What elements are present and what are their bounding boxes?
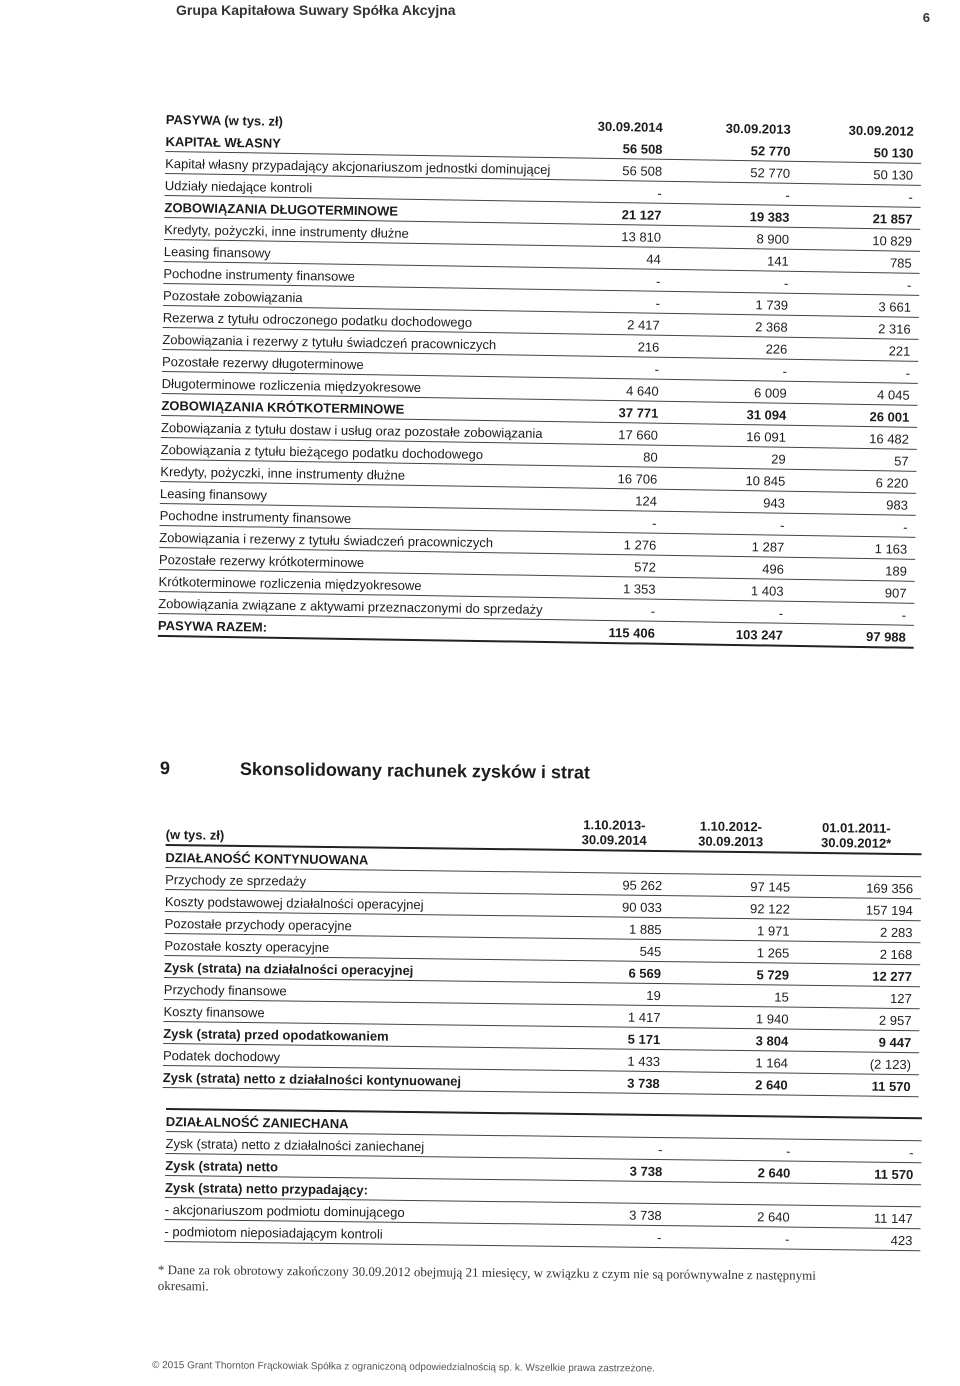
row-value: 16 706 bbox=[617, 471, 658, 487]
row-value: 1 940 bbox=[755, 1011, 789, 1027]
row-value: 124 bbox=[635, 493, 658, 509]
row-value: 1 403 bbox=[750, 583, 784, 599]
row-value: 4 045 bbox=[876, 387, 910, 403]
row-value: (2 123) bbox=[869, 1056, 912, 1073]
copyright: © 2015 Grant Thornton Frąckowiak Spółka z ograniczoną odpowiedzialnością sp. k. Wszelkie prawa zastrzeżone. bbox=[151, 1360, 655, 1375]
row-label: Zobowiązania z tytułu bieżącego podatku dochodowego bbox=[160, 441, 484, 463]
row-label: Zysk (strata) netto przypadający: bbox=[164, 1179, 369, 1198]
row-value: - bbox=[654, 361, 660, 377]
row-label: Kredyty, pożyczki, inne instrumenty dłużne bbox=[164, 221, 409, 241]
row-value: 5 171 bbox=[627, 1031, 661, 1048]
row-value: 2 640 bbox=[755, 1077, 788, 1093]
rzis-col-3-line2: 30.09.2012* bbox=[821, 835, 892, 851]
row-label: KAPITAŁ WŁASNY bbox=[165, 133, 281, 151]
row-label: Zysk (strata) na działalności operacyjnej bbox=[164, 959, 414, 979]
row-value: - bbox=[655, 295, 661, 311]
row-label: Zysk (strata) netto z działalności kontynuowanej bbox=[162, 1069, 462, 1089]
row-value: - bbox=[657, 185, 662, 201]
row-value: 56 508 bbox=[622, 163, 663, 179]
row-label: Leasing finansowy bbox=[163, 243, 271, 261]
disc-rows bbox=[164, 1132, 921, 1251]
row-value: 189 bbox=[885, 563, 907, 579]
row-label: Krótkoterminowe rozliczenia międzyokresowe bbox=[158, 573, 422, 594]
row-value: - bbox=[909, 1145, 914, 1161]
row-label: Podatek dochodowy bbox=[162, 1047, 281, 1065]
row-label: Pozostałe rezerwy krótkoterminowe bbox=[158, 551, 365, 571]
row-value: 226 bbox=[765, 341, 788, 357]
footnote: * Dane za rok obrotowy zakończony 30.09.2012 obejmują 21 miesięcy, w związku z czym nie są porównywalne z następnymi okresami. bbox=[157, 1262, 816, 1294]
row-value: 115 406 bbox=[608, 625, 655, 641]
rzis-col-1-line2: 30.09.2014 bbox=[581, 832, 647, 848]
row-value: 31 094 bbox=[746, 407, 787, 423]
row-label: Zobowiązania i rezerwy z tytułu świadczeń pracowniczych bbox=[162, 331, 497, 353]
row-value: 50 130 bbox=[873, 145, 914, 161]
row-value: 37 771 bbox=[618, 405, 659, 421]
row-value: - bbox=[650, 603, 656, 619]
row-value: 11 147 bbox=[873, 1210, 913, 1227]
pasywa-rows bbox=[158, 130, 922, 649]
row-value: - bbox=[908, 189, 913, 205]
row-value: - bbox=[783, 275, 789, 291]
row-value: 2 283 bbox=[879, 924, 913, 941]
row-value: 3 738 bbox=[627, 1075, 660, 1092]
row-value: 2 316 bbox=[878, 321, 911, 337]
row-value bbox=[565, 1200, 670, 1201]
row-value: - bbox=[657, 1230, 662, 1246]
row-value: 95 262 bbox=[622, 877, 663, 894]
row-label: Zysk (strata) netto z działalności zaniechanej bbox=[165, 1135, 425, 1155]
row-value: - bbox=[778, 605, 784, 621]
row-value: - bbox=[785, 1231, 790, 1247]
row-label: Długoterminowe rozliczenia międzyokresowe bbox=[161, 375, 422, 396]
row-value: 10 829 bbox=[872, 233, 913, 249]
row-label: Pozostałe zobowiązania bbox=[162, 287, 303, 306]
row-value: 10 845 bbox=[745, 473, 786, 489]
row-value: 216 bbox=[637, 339, 660, 355]
row-label: ZOBOWIĄZANIA KRÓTKOTERMINOWE bbox=[161, 397, 405, 417]
rzis-col-2 bbox=[671, 818, 799, 850]
row-value: 103 247 bbox=[735, 627, 783, 643]
pasywa-col-2012: 30.09.2012 bbox=[848, 122, 914, 139]
row-value: 6 569 bbox=[628, 965, 662, 982]
row-value: 2 640 bbox=[757, 1209, 790, 1225]
row-value: 572 bbox=[634, 559, 657, 575]
row-label: Przychody finansowe bbox=[163, 981, 287, 999]
row-value: 92 122 bbox=[750, 901, 790, 917]
row-value: 21 127 bbox=[621, 207, 662, 223]
row-value: - bbox=[906, 277, 912, 293]
row-value: 16 091 bbox=[746, 429, 787, 445]
row-value: 44 bbox=[646, 251, 661, 267]
page-number: 6 bbox=[922, 10, 930, 25]
row-value: 1 353 bbox=[622, 581, 656, 597]
row-value: 21 857 bbox=[872, 211, 913, 227]
row-label: PASYWA RAZEM: bbox=[157, 617, 268, 635]
row-value: 3 661 bbox=[878, 299, 912, 315]
row-value bbox=[798, 1203, 921, 1205]
row-value: 943 bbox=[763, 495, 786, 511]
row-value: 11 570 bbox=[871, 1078, 911, 1095]
row-value: 5 729 bbox=[756, 967, 790, 983]
row-value: 26 001 bbox=[869, 409, 910, 425]
row-value: 56 508 bbox=[622, 141, 663, 157]
row-value: 983 bbox=[886, 497, 909, 513]
row-value: 52 770 bbox=[750, 143, 791, 159]
row-value: 3 738 bbox=[629, 1163, 663, 1180]
row-value: 19 bbox=[646, 987, 661, 1004]
row-label: - podmiotom nieposiadającym kontroli bbox=[164, 1223, 383, 1242]
row-value: 29 bbox=[771, 451, 786, 467]
rzis-section-title: DZIAŁANOŚĆ KONTYNUOWANA bbox=[165, 849, 369, 868]
row-value: 2 957 bbox=[878, 1012, 912, 1029]
row-value: 169 356 bbox=[866, 880, 914, 897]
row-value: - bbox=[903, 519, 908, 535]
row-label: Przychody ze sprzedaży bbox=[165, 871, 307, 889]
row-label: Pozostałe przychody operacyjne bbox=[164, 915, 352, 934]
row-value: 1 164 bbox=[755, 1055, 789, 1071]
discontinued-table bbox=[164, 1108, 922, 1251]
row-value: 785 bbox=[889, 255, 912, 271]
row-value: 2 417 bbox=[627, 317, 660, 333]
row-label: Pozostałe rezerwy długoterminowe bbox=[161, 353, 364, 373]
row-value: 1 287 bbox=[751, 539, 785, 555]
row-value: 13 810 bbox=[621, 229, 662, 245]
row-label: Zobowiązania z tytułu dostaw i usług oraz pozostałe zobowiązania bbox=[160, 419, 543, 441]
row-label: - akcjonariuszom podmiotu dominującego bbox=[164, 1201, 405, 1220]
row-value: 8 900 bbox=[756, 231, 790, 247]
row-value: 3 738 bbox=[629, 1207, 662, 1224]
row-value: - bbox=[901, 607, 907, 623]
section-9-title bbox=[160, 758, 590, 784]
row-label: Kredyty, pożyczki, inne instrumenty dłużne bbox=[160, 463, 406, 483]
row-label: Koszty finansowe bbox=[163, 1003, 265, 1021]
row-label: Pochodne instrumenty finansowe bbox=[159, 507, 352, 526]
row-value: 1 276 bbox=[623, 537, 657, 553]
row-value: 15 bbox=[774, 989, 789, 1005]
rzis-col-3-line1: 01.01.2011- bbox=[821, 820, 891, 836]
row-value bbox=[670, 1201, 798, 1203]
row-value: 1 739 bbox=[755, 297, 789, 313]
row-label: Kapitał własny przypadający akcjonariuszom jednostki dominującej bbox=[165, 155, 551, 178]
row-value: 423 bbox=[890, 1232, 913, 1249]
row-value: 1 265 bbox=[756, 945, 790, 961]
row-value: - bbox=[785, 187, 790, 203]
row-value: 57 bbox=[894, 453, 909, 469]
row-value: 12 277 bbox=[872, 968, 913, 985]
row-value: 907 bbox=[884, 585, 907, 601]
row-value: 496 bbox=[762, 561, 785, 577]
row-label: Leasing finansowy bbox=[159, 485, 268, 503]
row-value: 6 220 bbox=[875, 475, 909, 491]
row-value: 19 383 bbox=[749, 209, 790, 225]
row-value: - bbox=[905, 365, 911, 381]
row-value: 157 194 bbox=[865, 902, 913, 919]
row-value: 90 033 bbox=[622, 899, 662, 916]
row-label: Rezerwa z tytułu odroczonego podatku dochodowego bbox=[162, 309, 473, 330]
section-number: 9 bbox=[159, 758, 171, 779]
row-value: 3 804 bbox=[755, 1033, 789, 1049]
row-value: 80 bbox=[643, 449, 658, 465]
row-value: 127 bbox=[889, 990, 912, 1007]
row-value: - bbox=[780, 517, 785, 533]
row-value: 141 bbox=[766, 253, 789, 269]
row-value: - bbox=[782, 363, 788, 379]
row-value: 2 168 bbox=[879, 946, 913, 963]
row-value: 2 368 bbox=[755, 319, 788, 335]
rzis-col-1-line1: 1.10.2013- bbox=[583, 817, 646, 833]
row-value: 1 971 bbox=[756, 923, 790, 939]
row-label: ZOBOWIĄZANIA DŁUGOTERMINOWE bbox=[164, 199, 399, 219]
rzis-col-2-line1: 1.10.2012- bbox=[699, 818, 763, 835]
row-value: - bbox=[655, 273, 661, 289]
rzis-unit: (w tys. zł) bbox=[165, 826, 225, 843]
row-value: 52 770 bbox=[750, 165, 791, 181]
row-value: 17 660 bbox=[618, 427, 659, 443]
pasywa-title: PASYWA (w tys. zł) bbox=[165, 112, 284, 129]
income-statement-table bbox=[163, 812, 922, 1097]
pasywa-col-2013: 30.09.2013 bbox=[725, 120, 791, 137]
rzis-col-2-line2: 30.09.2013 bbox=[698, 833, 764, 850]
row-label: Zysk (strata) netto bbox=[165, 1157, 279, 1175]
row-value: 1 885 bbox=[628, 921, 662, 938]
row-value: 1 163 bbox=[874, 541, 908, 557]
row-label: Zobowiązania i rezerwy z tytułu świadczeń pracowniczych bbox=[159, 529, 494, 551]
section-title-text: Skonsolidowany rachunek zysków i strat bbox=[239, 758, 591, 783]
row-label: Zysk (strata) przed opodatkowaniem bbox=[163, 1025, 389, 1044]
company-header: Grupa Kapitałowa Suwary Spółka Akcyjna bbox=[176, 2, 456, 18]
row-value: - bbox=[658, 1142, 663, 1158]
row-value: 97 145 bbox=[750, 879, 791, 895]
row-value: 6 009 bbox=[753, 385, 787, 401]
row-value: 1 417 bbox=[627, 1009, 661, 1026]
rzis-col-1 bbox=[566, 817, 671, 848]
row-label: Udziały niedające kontroli bbox=[164, 177, 313, 196]
row-value: - bbox=[786, 1143, 791, 1159]
row-value: 221 bbox=[888, 343, 911, 359]
rzis-col-3 bbox=[799, 820, 922, 852]
row-label: Zobowiązania związane z aktywami przeznaczonymi do sprzedaży bbox=[158, 595, 543, 617]
row-label: Koszty podstawowej działalności operacyjnej bbox=[164, 893, 424, 913]
row-label: Pozostałe koszty operacyjne bbox=[164, 937, 330, 956]
row-value: 11 570 bbox=[874, 1166, 914, 1183]
row-value: 50 130 bbox=[873, 167, 914, 183]
row-label: Pochodne instrumenty finansowe bbox=[163, 265, 356, 284]
pasywa-table bbox=[158, 112, 922, 649]
row-value: - bbox=[652, 515, 657, 531]
row-value: 1 433 bbox=[627, 1053, 661, 1070]
rzis-rows bbox=[163, 868, 922, 1097]
row-value: 4 640 bbox=[626, 383, 659, 399]
disc-section-title: DZIAŁALNOŚĆ ZANIECHANA bbox=[165, 1113, 349, 1132]
pasywa-col-2014: 30.09.2014 bbox=[597, 118, 663, 135]
row-value: 9 447 bbox=[878, 1034, 912, 1051]
row-value: 2 640 bbox=[757, 1165, 791, 1181]
row-value: 16 482 bbox=[869, 431, 910, 447]
row-value: 545 bbox=[639, 943, 662, 960]
row-value: 97 988 bbox=[865, 629, 906, 645]
